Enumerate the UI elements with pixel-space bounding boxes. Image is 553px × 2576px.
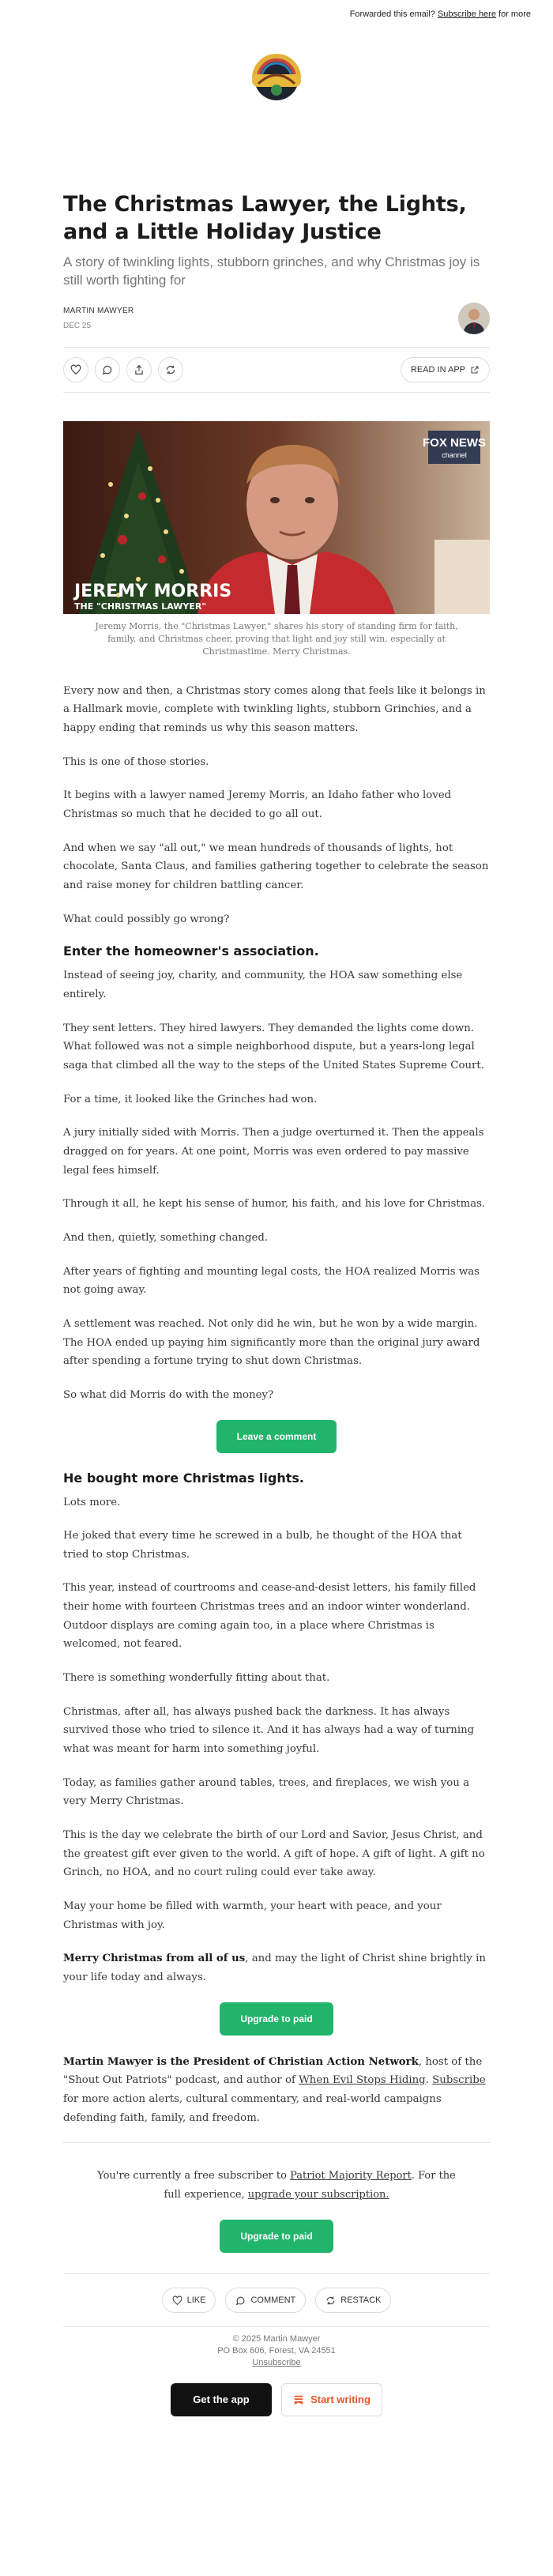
publication-logo[interactable] [0, 43, 553, 114]
section-heading: He bought more Christmas lights. [63, 1470, 304, 1486]
hero-name-overlay: JEREMY MORRIS [74, 581, 232, 601]
like-button[interactable] [63, 357, 88, 382]
footer-comment-label: COMMENT [250, 2295, 296, 2306]
bottom-buttons [63, 2383, 490, 2432]
subscriber-text: . For the full experience, [164, 2170, 456, 2201]
author-avatar[interactable] [458, 303, 490, 334]
forwarded-prefix: Forwarded this email? [349, 9, 435, 19]
subscriber-notice [63, 2143, 490, 2218]
footer-like-label: LIKE [186, 2295, 206, 2306]
footer-restack-label: RESTACK [340, 2295, 382, 2306]
footer-like-button[interactable] [162, 2288, 216, 2313]
book-link[interactable]: When Evil Stops Hiding [299, 2074, 426, 2087]
article-body [63, 682, 490, 2127]
leave-comment-button[interactable]: Leave a comment [216, 1420, 337, 1453]
upgrade-to-paid-button-footer[interactable]: Upgrade to paid [220, 2220, 333, 2253]
heart-icon [70, 364, 81, 375]
paragraph: What could possibly go wrong? [63, 913, 230, 925]
paragraph: May your home be filled with warmth, your heart with peace, and your Christmas with joy. [63, 1900, 442, 1931]
paragraph: A jury initially sided with Morris. Then a judge overturned it. Then the appeals dragged on for years. At one point, Morris was even ordered to pay massive legal fees himself. [63, 1127, 484, 1177]
publication-link[interactable]: Patriot Majority Report [290, 2170, 412, 2182]
paragraph: So what did Morris do with the money? [63, 1388, 274, 1401]
paragraph: This is one of those stories. [63, 755, 209, 768]
hero-caption: Jeremy Morris, the "Christmas Lawyer," shares his story of standing firm for faith, family, and Christmas cheer, proving that light and joy still win, especially at Christmastime. Merry Christmas. [95, 620, 458, 657]
subscriber-text: You're currently a free subscriber to [97, 2170, 291, 2182]
bio-text: for more action alerts, cultural commentary, and real-world campaigns defending faith, family, and freedom. [63, 2092, 442, 2124]
logo-image [241, 43, 312, 114]
footer-info [63, 2333, 490, 2369]
paragraph: Today, as families gather around tables, trees, and fireplaces, we wish you a very Merry Christmas. [63, 1776, 470, 1808]
paragraph: Every now and then, a Christmas story comes along that feels like it belongs in a Hallmark movie, complete with twinkling lights, stubborn Grinchies, and a happy ending that reminds us why this season matters. [63, 684, 486, 735]
paragraph: Lots more. [63, 1496, 121, 1508]
get-the-app-button[interactable]: Get the app [171, 2383, 272, 2416]
network-overlay: FOX NEWS [422, 435, 487, 450]
upgrade-subscription-link[interactable]: upgrade your subscription. [247, 2188, 389, 2201]
hero-title-overlay: THE "CHRISTMAS LAWYER" [74, 601, 207, 612]
heart-icon [172, 2295, 182, 2306]
paragraph: For a time, it looked like the Grinches had won. [63, 1093, 318, 1105]
footer-actions-bar [63, 2273, 490, 2327]
author-bio [63, 2053, 490, 2128]
start-writing-button[interactable] [281, 2383, 382, 2416]
substack-icon [293, 2394, 304, 2405]
mailing-address: PO Box 606, Forest, VA 24551 [217, 2345, 336, 2356]
unsubscribe-link[interactable]: Unsubscribe [252, 2357, 301, 2367]
hero-image[interactable] [63, 421, 490, 614]
read-in-app-label: READ IN APP [410, 364, 465, 375]
forwarded-banner [0, 0, 553, 27]
network-sub-overlay: channel [442, 450, 467, 459]
paragraph: This is the day we celebrate the birth of our Lord and Savior, Jesus Christ, and the greatest gift ever given to the world. A gift of hope. A gift of light. A gift no Grinch, no HOA, and no court ruling could ever take away. [63, 1829, 485, 1879]
post-date: DEC 25 [63, 321, 92, 330]
restack-icon [325, 2295, 336, 2306]
post-title[interactable]: The Christmas Lawyer, the Lights, and a Little Holiday Justice [63, 192, 467, 244]
post-subtitle: A story of twinkling lights, stubborn grinches, and why Christmas joy is still worth fighting for [63, 254, 480, 288]
paragraph: A settlement was reached. Not only did he win, but he won by a wide margin. The HOA ended up paying him significantly more than the original jury award after spending a fortune trying to shut down Christmas. [63, 1317, 480, 1368]
closing-rest: , and may the light of Christ shine brightly in your life today and always. [63, 1953, 486, 1983]
bio-text: . [425, 2074, 433, 2087]
comment-button[interactable] [95, 357, 120, 382]
paragraph: This year, instead of courtrooms and cease-and-desist letters, his family filled their home with fourteen Christmas trees and an indoor winter wonderland. Outdoor displays are coming again too, in a place where Christmas is welcomed, not feared. [63, 1582, 476, 1651]
footer-restack-button[interactable] [315, 2288, 391, 2313]
subscribe-here-link[interactable]: Subscribe here [437, 9, 496, 19]
paragraph: They sent letters. They hired lawyers. They demanded the lights come down. What followed was not a simple neighborhood dispute, but a years-long legal saga that climbed all the way to the steps of the United States Supreme Court. [63, 1022, 484, 1071]
bio-text: , host of the "Shout Out Patriots" podcast, and author of [63, 2055, 483, 2087]
upgrade-to-paid-button[interactable]: Upgrade to paid [220, 2002, 333, 2036]
closing-paragraph [63, 1949, 490, 1987]
author-name[interactable]: MARTIN MAWYER [63, 306, 134, 315]
paragraph: After years of fighting and mounting legal costs, the HOA realized Morris was not going away. [63, 1265, 480, 1297]
comment-icon [102, 364, 113, 375]
restack-icon [165, 364, 176, 375]
closing-bold: Merry Christmas from all of us [63, 1953, 246, 1965]
paragraph: Christmas, after all, has always pushed back the darkness. It has always survived those who tried to silence it. And it has always had a way of turning what was meant for harm into something joyful. [63, 1705, 475, 1756]
copyright: © 2025 Martin Mawyer [232, 2334, 321, 2344]
paragraph: And when we say "all out," we mean hundreds of thousands of lights, hot chocolate, Santa Claus, and families gathering together to celebrate the season and raise money for children battling cancer. [63, 842, 489, 892]
share-button[interactable] [126, 357, 152, 382]
post-actions-bar [63, 347, 490, 393]
paragraph: It begins with a lawyer named Jeremy Morris, an Idaho father who loved Christmas so much that he decided to go all out. [63, 789, 452, 821]
paragraph: Through it all, he kept his sense of humor, his faith, and his love for Christmas. [63, 1198, 486, 1211]
section-heading: Enter the homeowner's association. [63, 943, 319, 959]
start-writing-label: Start writing [310, 2393, 371, 2406]
paragraph: Instead of seeing joy, charity, and community, the HOA saw something else entirely. [63, 970, 463, 1000]
read-in-app-button[interactable] [401, 357, 490, 382]
restack-button[interactable] [158, 357, 183, 382]
bio-bold: Martin Mawyer is the President of Christian Action Network [63, 2055, 419, 2068]
footer-comment-button[interactable] [225, 2288, 306, 2313]
share-icon [134, 364, 145, 375]
paragraph: He joked that every time he screwed in a bulb, he thought of the HOA that tried to stop Christmas. [63, 1530, 462, 1561]
paragraph: There is something wonderfully fitting about that. [63, 1672, 330, 1685]
external-link-icon [470, 365, 480, 375]
comment-icon [235, 2295, 246, 2306]
byline [63, 303, 490, 334]
forwarded-suffix: for more [498, 9, 531, 19]
paragraph: And then, quietly, something changed. [63, 1231, 269, 1244]
bio-subscribe-link[interactable]: Subscribe [432, 2074, 486, 2087]
hero-illustration [63, 421, 490, 614]
